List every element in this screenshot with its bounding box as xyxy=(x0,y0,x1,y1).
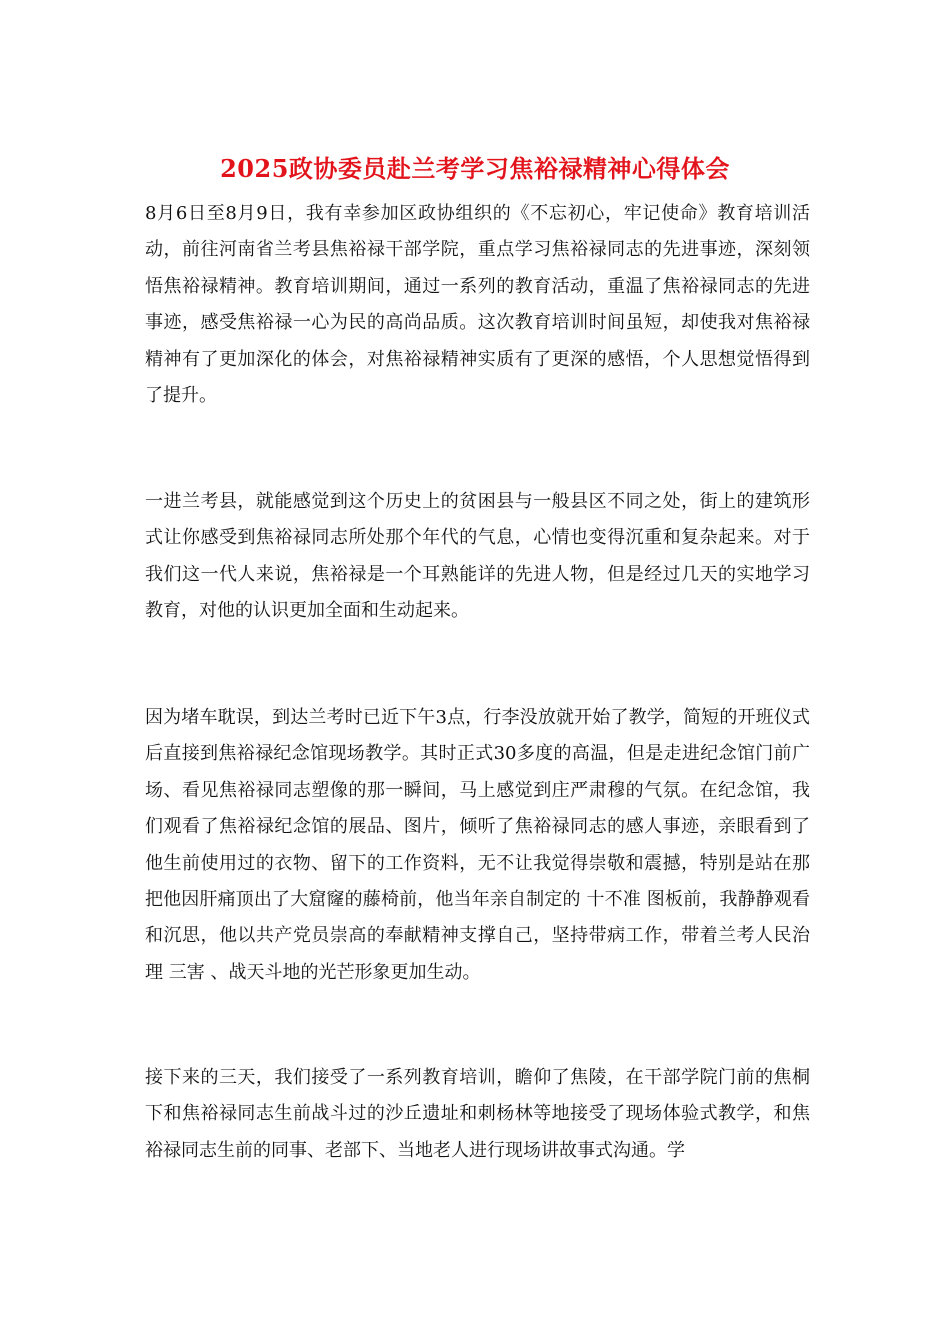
paragraph-training: 接下来的三天，我们接受了一系列教育培训，瞻仰了焦陵，在干部学院门前的焦桐下和焦裕禄同志生前战斗过的沙丘遗址和刺杨林等地接受了现场体验式教学，和焦裕禄同志生前的同事、老部下、当地老人进行现场讲故事式沟通。学 xyxy=(145,1067,810,1161)
paragraph-memorial: 因为堵车耽误，到达兰考时已近下午3点，行李没放就开始了教学，简短的开班仪式后直接到焦裕禄纪念馆现场教学。其时正式30多度的高温，但是走进纪念馆门前广场、看见焦裕禄同志塑像的那一瞬间，马上感觉到庄严肃穆的气氛。在纪念馆，我们观看了焦裕禄纪念馆的展品、图片，倾听了焦裕禄同志的感人事迹，亲眼看到了他生前使用过的衣物、留下的工作资料，无不让我觉得崇敬和震撼，特别是站在那把他因肝痛顶出了大窟窿的藤椅前，他当年亲自制定的 十不准 图板前，我静静观看和沉思，他以共产党员崇高的奉献精神支撑自己，坚持带病工作，带着兰考人民治理 三害 、战天斗地的光芒形象更加生动。 xyxy=(145,707,810,983)
document-title: 2025政协委员赴兰考学习焦裕禄精神心得体会 xyxy=(220,154,730,183)
paragraph-intro: 8月6日至8月9日，我有幸参加区政协组织的《不忘初心，牢记使命》教育培训活动，前往河南省兰考县焦裕禄干部学院，重点学习焦裕禄同志的先进事迹，深刻领悟焦裕禄精神。教育培训期间，通过一系列的教育活动，重温了焦裕禄同志的先进事迹，感受焦裕禄一心为民的高尚品质。这次教育培训时间虽短，却使我对焦裕禄精神有了更加深化的体会，对焦裕禄精神实质有了更深的感悟，个人思想觉悟得到了提升。 xyxy=(145,203,810,407)
paragraph-arrival: 一进兰考县，就能感觉到这个历史上的贫困县与一般县区不同之处，街上的建筑形式让你感受到焦裕禄同志所处那个年代的气息，心情也变得沉重和复杂起来。对于我们这一代人来说，焦裕禄是一个耳熟能详的先进人物，但是经过几天的实地学习教育，对他的认识更加全面和生动起来。 xyxy=(145,491,810,622)
